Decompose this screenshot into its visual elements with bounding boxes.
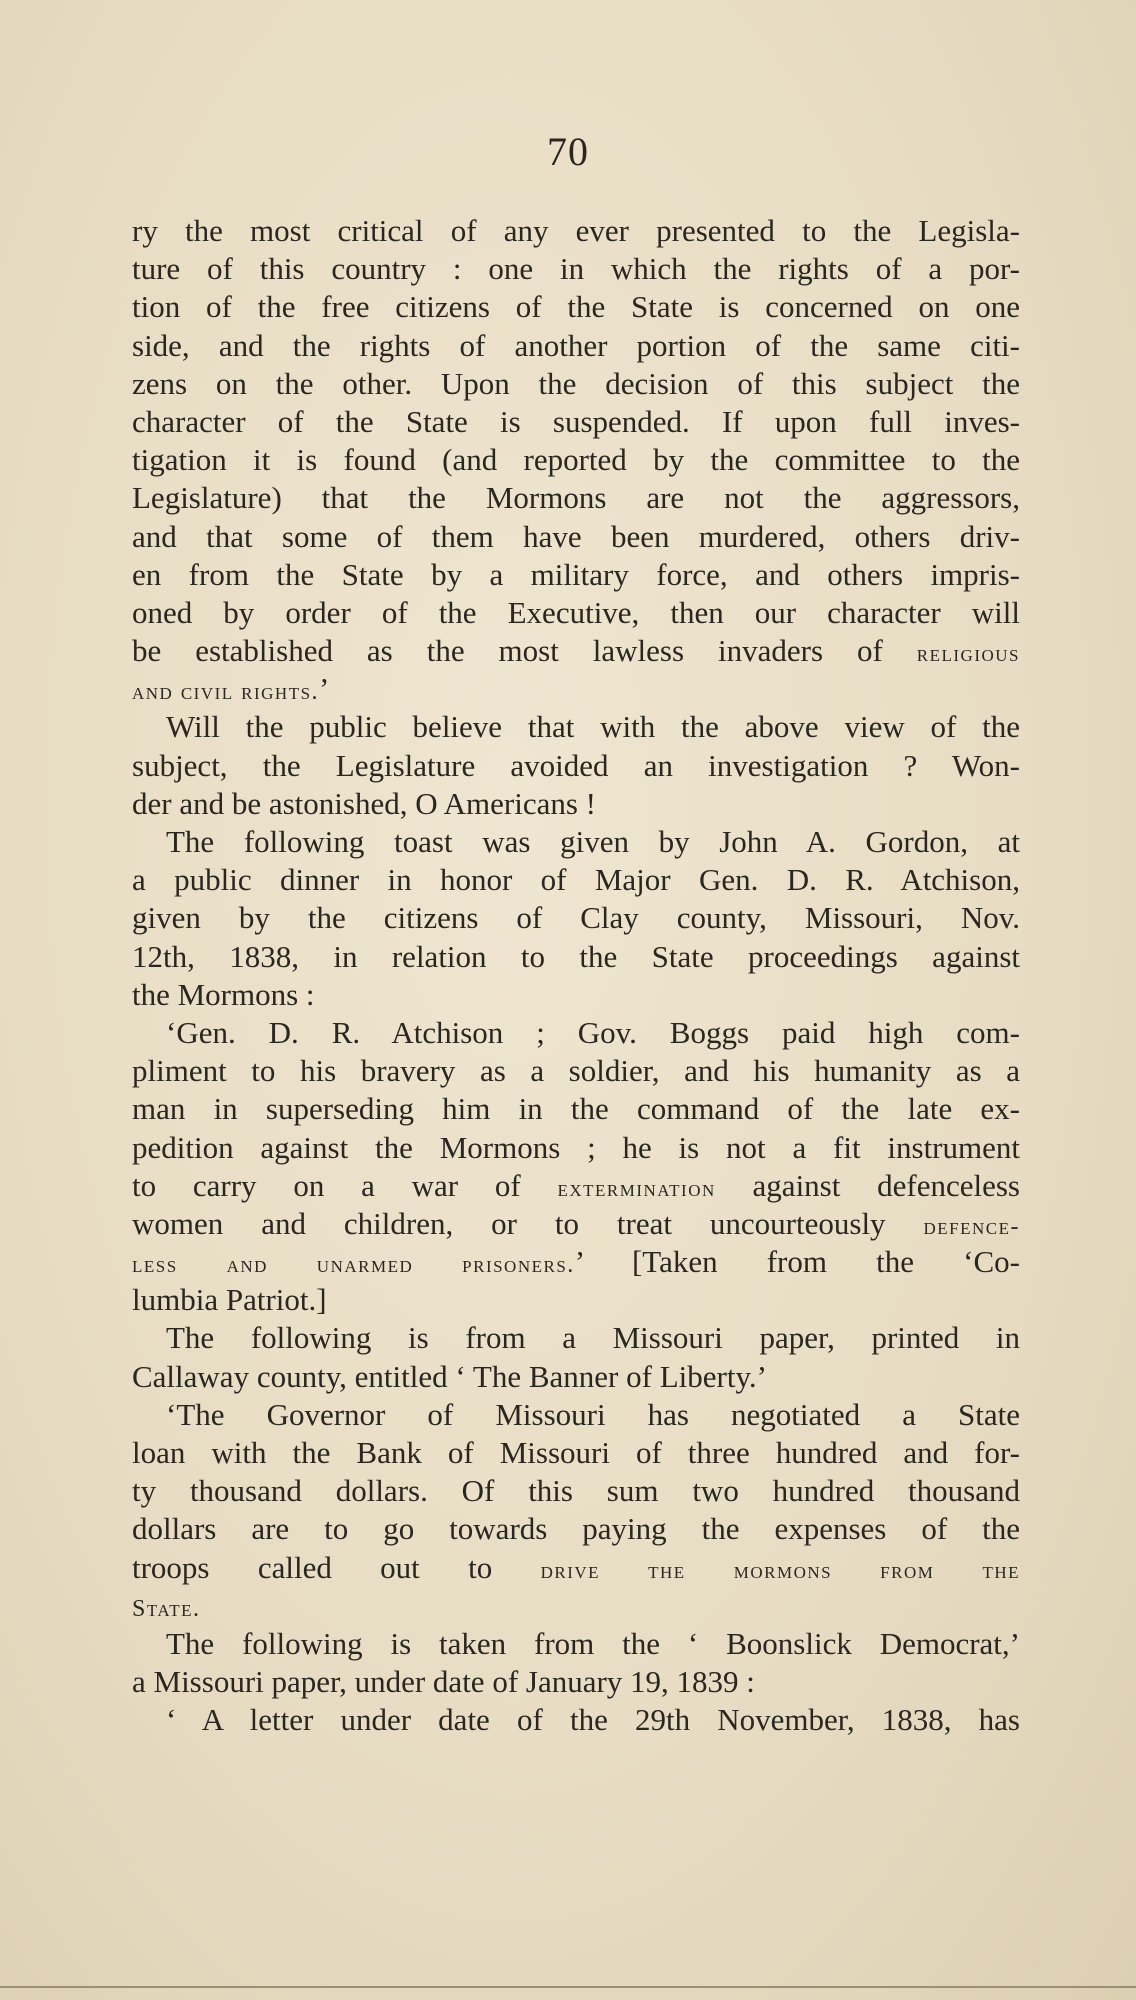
line-text: a public dinner in honor of Major Gen. D. R. Atchison, [132, 862, 1020, 898]
line-text: pedition against the Mormons ; he is not a fit instrument [132, 1129, 1020, 1165]
text-line [132, 632, 1020, 670]
line-text: pliment to his bravery as a soldier, and his humanity as a [132, 1053, 1020, 1089]
small-caps-text: State. [132, 1595, 201, 1622]
line-text: ture of this country : one in which the rights of a por- [132, 251, 1020, 287]
line-text: to carry on a war of [132, 1167, 558, 1203]
text-line [132, 1243, 1020, 1281]
small-caps-text: less and unarmed prisoners. [132, 1252, 575, 1279]
line-text: women and children, or to treat uncourteously [132, 1205, 924, 1241]
text-line [132, 365, 1020, 403]
line-text-after: against defenceless [715, 1167, 1020, 1203]
text-line [132, 1701, 1020, 1739]
text-line [132, 1319, 1020, 1357]
text-line [132, 1663, 1020, 1701]
text-line [132, 1434, 1020, 1472]
text-line [132, 1167, 1020, 1205]
text-line [132, 976, 1020, 1014]
line-text: be established as the most lawless invaders of [132, 633, 917, 669]
small-caps-text: extermination [557, 1175, 716, 1202]
small-caps-text: drive the mormons from the [540, 1557, 1020, 1584]
line-text: dollars are to go towards paying the expenses of the [132, 1511, 1020, 1547]
text-line [132, 441, 1020, 479]
line-text: ty thousand dollars. Of this sum two hundred thousand [132, 1473, 1020, 1509]
line-text: troops called out to [132, 1549, 541, 1585]
text-line [132, 594, 1020, 632]
text-line [132, 670, 1020, 708]
line-text: Callaway county, entitled ‘ The Banner of Liberty.’ [132, 1358, 768, 1394]
line-text: The following is from a Missouri paper, printed in [166, 1320, 1020, 1356]
line-text: The following is taken from the ‘ Boonslick Democrat,’ [166, 1625, 1020, 1661]
line-text: zens on the other. Upon the decision of this subject the [132, 365, 1020, 401]
line-text: tion of the free citizens of the State is concerned on one [132, 289, 1020, 325]
text-line [132, 1472, 1020, 1510]
line-text: side, and the rights of another portion of the same citi- [132, 327, 1020, 363]
text-line [132, 1129, 1020, 1167]
text-line [132, 899, 1020, 937]
body-text [132, 212, 1020, 1740]
text-line [132, 1358, 1020, 1396]
text-line [132, 403, 1020, 441]
line-text-after: ’ [Taken from the ‘Co- [574, 1244, 1020, 1280]
text-line [132, 327, 1020, 365]
text-line [132, 1014, 1020, 1052]
text-line [132, 1205, 1020, 1243]
line-text-after: ’ [319, 671, 330, 707]
text-line [132, 556, 1020, 594]
line-text: der and be astonished, O Americans ! [132, 785, 597, 821]
line-text: loan with the Bank of Missouri of three hundred and for- [132, 1435, 1020, 1470]
text-line [132, 1549, 1020, 1587]
page-number: 70 [547, 129, 589, 174]
text-line [132, 823, 1020, 861]
line-text: and that some of them have been murdered, others driv- [132, 518, 1020, 554]
text-line [132, 1052, 1020, 1090]
line-text: subject, the Legislature avoided an investigation ? Won- [132, 747, 1020, 783]
small-caps-text: and civil rights. [132, 679, 320, 706]
text-line [132, 861, 1020, 899]
text-line [132, 479, 1020, 517]
line-text: tigation it is found (and reported by the committee to the [132, 442, 1020, 478]
text-line [132, 250, 1020, 288]
text-line [132, 1625, 1020, 1663]
line-text: the Mormons : [132, 976, 315, 1012]
line-text: ‘ A letter under date of the 29th November, 1838, has [166, 1702, 1020, 1738]
text-line [132, 1587, 1020, 1625]
line-text: oned by order of the Executive, then our character will [132, 594, 1020, 630]
text-line [132, 938, 1020, 976]
line-text: man in superseding him in the command of the late ex- [132, 1091, 1020, 1127]
text-line [132, 1090, 1020, 1128]
line-text: ‘Gen. D. R. Atchison ; Gov. Boggs paid high com- [166, 1014, 1020, 1050]
text-line [132, 288, 1020, 326]
small-caps-text: defence- [923, 1213, 1020, 1240]
text-line [132, 1281, 1020, 1319]
line-text: The following toast was given by John A. Gordon, at [166, 824, 1020, 859]
line-text: a Missouri paper, under date of January 19, 1839 : [132, 1664, 755, 1700]
text-line [132, 708, 1020, 746]
text-line [132, 1396, 1020, 1434]
line-text: 12th, 1838, in relation to the State proceedings against [132, 938, 1020, 974]
line-text: Will the public believe that with the above view of the [166, 709, 1020, 745]
bottom-edge [0, 1986, 1136, 1988]
small-caps-text: religious [916, 641, 1020, 668]
text-line [132, 212, 1020, 250]
line-text: en from the State by a military force, and others impris- [132, 556, 1020, 592]
line-text: given by the citizens of Clay county, Missouri, Nov. [132, 900, 1020, 936]
text-line [132, 1510, 1020, 1548]
text-line [132, 518, 1020, 556]
line-text: character of the State is suspended. If upon full inves- [132, 403, 1020, 439]
line-text: Legislature) that the Mormons are not the aggressors, [132, 480, 1020, 516]
line-text: ry the most critical of any ever presented to the Legisla- [132, 213, 1020, 248]
line-text: ‘The Governor of Missouri has negotiated a State [166, 1396, 1020, 1432]
line-text: lumbia Patriot.] [132, 1282, 327, 1318]
text-line [132, 747, 1020, 785]
text-line [132, 785, 1020, 823]
